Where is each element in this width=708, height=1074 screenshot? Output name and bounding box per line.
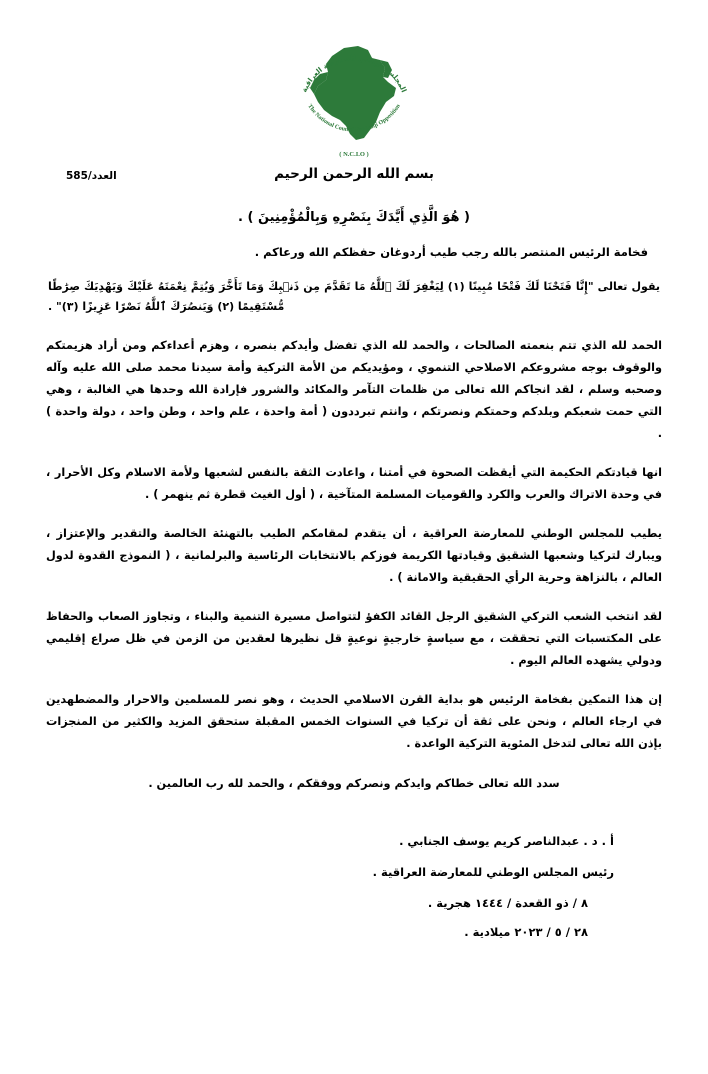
signature-block [42,834,666,939]
signatory-name: أ . د . عبدالناصر كريم يوسف الجنابي . [399,833,614,848]
salutation-line: فخامة الرئيس المنتصر بالله رجب طيب أردوغان حفظكم الله ورعاكم . [254,245,648,259]
footer-spacer [42,954,666,1074]
paragraph: إن هذا التمكين بفخامة الرئيس هو بداية القرن الاسلامي الحديث ، وهو نصر للمسلمين والاحرار والمضطهدين في ارجاء العالم ، ونحن على ثقة أن تركيا في السنوات الخمس المقبلة ستحقق المزيد والكثير من المنجزات بإذن الله تعالى لتدخل المئوية التركية الواعدة . [46,692,662,750]
letterhead-header-row [0,166,708,192]
paragraph: لقد انتخب الشعب التركي الشقيق الرجل القائد الكفؤ لتتواصل مسيرة التنمية والبناء ، وتجاوز الصعاب والحفاظ على المكتسبات التي تحققت ، مع سياسةٍ خارجيةٍ نوعيةٍ قل نظيرها لعقدين من الزمن في ظل صراع إقليمي ودولي يشهده العالم اليوم . [46,609,662,667]
paragraph: يطيب للمجلس الوطني للمعارضة العراقية ، أن يتقدم لمقامكم الطيب بالتهنئة الخالصة والتقدير والإعتزاز ، ويبارك لتركيا وشعبها الشقيق وقيادتها الكريمة فوزكم بالانتخابات الرئاسية والبرلمانية ، ( النموذج القدوة لدول العالم ، بالنزاهة وحرية الرأي الحقيقية والامانة ) . [46,526,662,584]
logo-arc-text-arabic: المجلس الوطني للمعارضة العراقية [299,53,409,94]
paragraph: انها قيادتكم الحكيمة التي أيقظت الصحوة في أمتنا ، واعادت الثقة بالنفس لشعبها ولأمة الاسلام وكل الأحرار ، في وحدة الاتراك والعرب والكرد والقوميات المسلمة المتآخية ، ( أول الغيث قطرة ثم ينهمر ) . [46,465,662,501]
ncio-emblem [284,22,424,162]
date-hijri: ٨ / ذو القعدة / ١٤٤٤ هجرية . [427,895,588,910]
logo-arc-text-english: The National Council For Iraqi Opposition [306,103,402,134]
letter-body [0,245,708,1074]
closing-line: سدد الله تعالى خطاكم وايدكم ونصركم ووفقكم ، والحمد لله رب العالمين . [148,776,560,790]
signatory-title: رئيس المجلس الوطني للمعارضة العراقية . [372,864,614,879]
issue-number: العدد/585 [66,170,117,182]
quran-ayah-headline: ( هُوَ الَّذِي أَيَّدَكَ بِنَصْرِهِ وَبِالْمُؤْمِنِينَ ) . [238,210,470,225]
quran-quote-block: يقول تعالى "إِنَّا فَتَحْنَا لَكَ فَتْحًا مُبِينًا (١) لِيَغْفِرَ لَكَ ٱللَّهُ مَا تَقَدَّمَ مِن ذَنۢبِكَ وَمَا تَأَخَّرَ وَيُتِمَّ نِعْمَتَهُ عَلَيْكَ وَيَهْدِيَكَ صِرَٰطًا مُّسْتَقِيمًا (٢) وَيَنصُرَكَ ٱللَّهُ نَصْرًا عَزِيزًا (٣)" . [48,280,660,314]
paragraph: الحمد لله الذي تتم بنعمته الصالحات ، والحمد لله الذي تفضل وأيدكم بنصره ، وهزم أعداءكم ومن أراد هزيمتكم والوقوف بوجه مشروعكم الاصلاحي التنموي ، ومؤيديكم من الأمة التركية وأمة سيدنا محمد صلى الله عليه وآله وصحبه وسلم ، لقد انجاكم الله تعالى من ظلمات التآمر والمكائد والشرور فإرادة الله وحدها هي الغالبة ، وهي التي حمت شعبكم وبلدكم وحمتكم ونصرتكم ، وانتم تبرددون ( أمة واحدة ، علم واحد ، وطن واحد ، دولة واحدة ) . [46,338,662,440]
date-gregorian: ٢٨ / ٥ / ٢٠٢٣ ميلادية . [464,924,588,939]
basmala-text: بسم الله الرحمن الرحيم [274,166,434,182]
logo-acronym: ( N.C.I.O ) [339,151,369,158]
letterhead-logo-container [0,0,708,162]
